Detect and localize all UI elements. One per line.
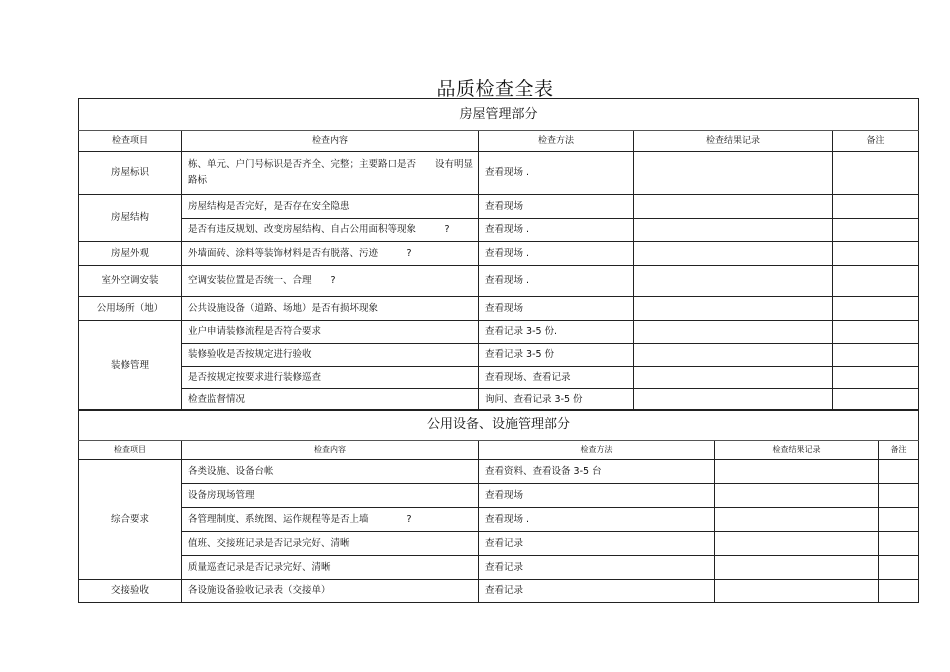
- inspection-method: 查看现场、查看记录: [479, 367, 634, 389]
- inspection-content: 空调安装位置是否统一、合理 ?: [182, 266, 479, 297]
- result-cell: [634, 321, 833, 344]
- remark-cell: [833, 266, 919, 297]
- table-row: [79, 321, 919, 344]
- inspection-content: 各设施设备验收记录表（交接单）: [182, 580, 479, 603]
- remark-cell: [833, 344, 919, 367]
- table-row: [79, 532, 919, 556]
- inspection-method: 查看资料、查看设备 3-5 台: [479, 460, 715, 484]
- column-header: 备注: [833, 131, 919, 152]
- inspection-content: 是否按规定按要求进行装修巡查: [182, 367, 479, 389]
- column-header: 检查内容: [182, 131, 479, 152]
- remark-cell: [833, 389, 919, 411]
- remark-cell: [879, 508, 919, 532]
- result-cell: [634, 266, 833, 297]
- table-row: [79, 344, 919, 367]
- remark-cell: [833, 219, 919, 242]
- table-row: [79, 367, 919, 389]
- remark-cell: [833, 195, 919, 219]
- page-title: 品质检查全表: [436, 78, 554, 100]
- inspection-method: 查看现场: [479, 297, 634, 321]
- inspection-content: 公共设施设备（道路、场地）是否有损坏现象: [182, 297, 479, 321]
- result-cell: [634, 152, 833, 195]
- table-row: [79, 389, 919, 411]
- inspection-content: 栋、单元、户门号标识是否齐全、完整；主要路口是否 设有明显路标: [182, 152, 479, 195]
- housing-management-table: [78, 98, 919, 411]
- inspection-item: 交接验收: [79, 580, 182, 603]
- inspection-method: 询问、查看记录 3-5 份: [479, 389, 634, 411]
- section-heading: 房屋管理部分: [79, 99, 919, 131]
- inspection-content: 各管理制度、系统图、运作规程等是否上墙 ?: [182, 508, 479, 532]
- inspection-item: 房屋标识: [79, 152, 182, 195]
- inspection-content: 房屋结构是否完好，是否存在安全隐患: [182, 195, 479, 219]
- remark-cell: [833, 152, 919, 195]
- inspection-method: 查看现场 .: [479, 266, 634, 297]
- table-row: [79, 266, 919, 297]
- remark-cell: [833, 242, 919, 266]
- remark-cell: [879, 532, 919, 556]
- inspection-item: 房屋外观: [79, 242, 182, 266]
- inspection-method: 查看现场 .: [479, 219, 634, 242]
- inspection-content: 业户申请装修流程是否符合要求: [182, 321, 479, 344]
- inspection-method: 查看记录: [479, 556, 715, 580]
- inspection-method: 查看记录 3-5 份.: [479, 321, 634, 344]
- column-header: 检查项目: [79, 131, 182, 152]
- remark-cell: [879, 460, 919, 484]
- result-cell: [634, 389, 833, 411]
- inspection-method: 查看记录: [479, 532, 715, 556]
- inspection-item: 室外空调安装: [79, 266, 182, 297]
- table-header-row: [79, 441, 919, 460]
- result-cell: [634, 367, 833, 389]
- table-row: [79, 297, 919, 321]
- remark-cell: [833, 367, 919, 389]
- inspection-method: 查看现场 .: [479, 152, 634, 195]
- column-header: 备注: [879, 441, 919, 460]
- inspection-item: 装修管理: [79, 321, 182, 411]
- column-header: 检查方法: [479, 131, 634, 152]
- remark-cell: [879, 556, 919, 580]
- table-row: [79, 580, 919, 603]
- inspection-method: 查看现场 .: [479, 508, 715, 532]
- remark-cell: [833, 321, 919, 344]
- facility-management-table: [78, 409, 919, 603]
- result-cell: [634, 344, 833, 367]
- section-heading: 公用设备、设施管理部分: [79, 410, 919, 441]
- result-cell: [715, 580, 879, 603]
- table-row: [79, 242, 919, 266]
- inspection-item: 综合要求: [79, 460, 182, 580]
- column-header: 检查内容: [182, 441, 479, 460]
- table-header-row: [79, 131, 919, 152]
- result-cell: [715, 484, 879, 508]
- inspection-item: 房屋结构: [79, 195, 182, 242]
- column-header: 检查结果记录: [634, 131, 833, 152]
- inspection-item: 公用场所（地）: [79, 297, 182, 321]
- table-row: [79, 195, 919, 219]
- inspection-content: 质量巡查记录是否记录完好、清晰: [182, 556, 479, 580]
- inspection-method: 查看现场: [479, 484, 715, 508]
- remark-cell: [833, 297, 919, 321]
- inspection-content: 外墙面砖、涂料等装饰材料是否有脱落、污迹 ?: [182, 242, 479, 266]
- column-header: 检查方法: [479, 441, 715, 460]
- result-cell: [634, 195, 833, 219]
- remark-cell: [879, 580, 919, 603]
- result-cell: [715, 532, 879, 556]
- inspection-content: 值班、交接班记录是否记录完好、清晰: [182, 532, 479, 556]
- result-cell: [715, 556, 879, 580]
- inspection-method: 查看记录: [479, 580, 715, 603]
- inspection-content: 设备房现场管理: [182, 484, 479, 508]
- result-cell: [634, 297, 833, 321]
- result-cell: [634, 242, 833, 266]
- inspection-method: 查看现场: [479, 195, 634, 219]
- table-row: [79, 219, 919, 242]
- table-row: [79, 152, 919, 195]
- inspection-content: 装修验收是否按规定进行验收: [182, 344, 479, 367]
- column-header: 检查结果记录: [715, 441, 879, 460]
- inspection-method: 查看记录 3-5 份: [479, 344, 634, 367]
- inspection-content: 各类设施、设备台帐: [182, 460, 479, 484]
- result-cell: [715, 508, 879, 532]
- table-row: [79, 484, 919, 508]
- table-row: [79, 508, 919, 532]
- remark-cell: [879, 484, 919, 508]
- column-header: 检查项目: [79, 441, 182, 460]
- inspection-content: 是否有违反规划、改变房屋结构、自占公用面积等现象 ?: [182, 219, 479, 242]
- result-cell: [634, 219, 833, 242]
- result-cell: [715, 460, 879, 484]
- inspection-method: 查看现场 .: [479, 242, 634, 266]
- inspection-content: 检查监督情况: [182, 389, 479, 411]
- table-row: [79, 460, 919, 484]
- table-row: [79, 556, 919, 580]
